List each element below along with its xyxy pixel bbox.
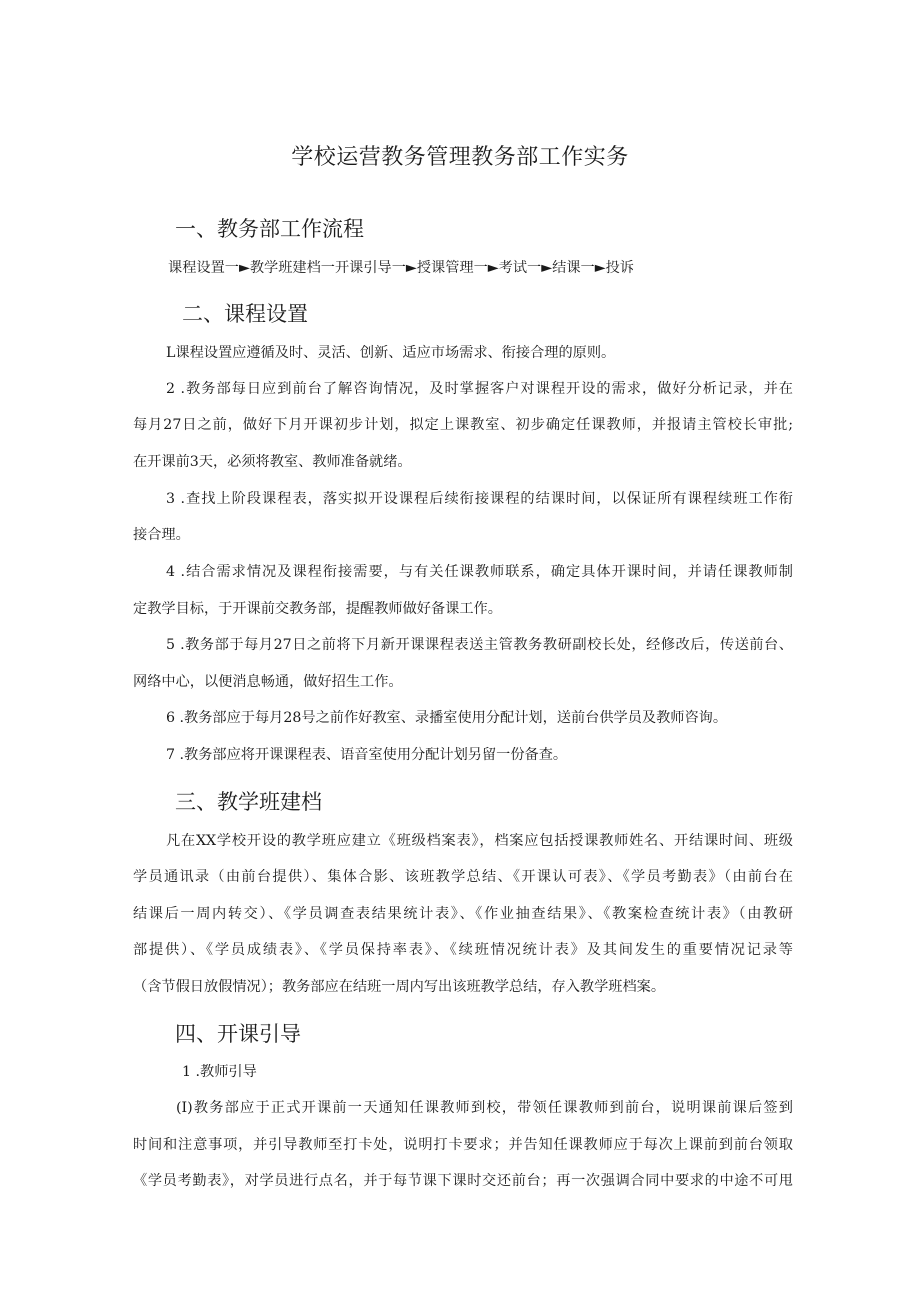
- paragraph-line: 凡在XX学校开设的教学班应建立《班级档案表》，档案应包括授课教师姓名、开结课时间、班级: [166, 833, 793, 849]
- workflow-line: 课程设置一►教学班建档一开课引导一►授课管理一►考试一►结课一►投诉: [168, 260, 634, 276]
- section-heading-class-records: 三、教学班建档: [175, 790, 322, 814]
- paragraph-line: 定教学目标，于开课前交教务部，提醒教师做好备课工作。: [133, 601, 502, 617]
- paragraph-line: 结课后一周内转交）、《学员调查表结果统计表》、《作业抽查结果》、《教案检查统计表》（由教研: [133, 906, 793, 922]
- paragraph-line: 3 .查找上阶段课程表，落实拟开设课程后续衔接课程的结课时间，以保证所有课程续班工作衔: [166, 491, 793, 507]
- section-heading-workflow: 一、教务部工作流程: [175, 217, 364, 241]
- paragraph-line: 2 .教务部每日应到前台了解咨询情况，及时掌握客户对课程开设的需求，做好分析记录，并在: [166, 381, 793, 397]
- subheading-teacher-guidance: 1 .教师引导: [182, 1064, 257, 1080]
- paragraph-line: 接合理。: [133, 527, 190, 543]
- paragraph-line: L课程设置应遵循及时、灵活、创新、适应市场需求、衔接合理的原则。: [166, 345, 616, 361]
- paragraph-line: （含节假日放假情况）；教务部应在结班一周内写出该班教学总结，存入教学班档案。: [133, 979, 666, 995]
- paragraph-line: 7 .教务部应将开课课程表、语音室使用分配计划另留一份备查。: [166, 747, 568, 763]
- paragraph-line: 每月27日之前，做好下月开课初步计划，拟定上课教室、初步确定任课教师，并报请主管校长审批;: [133, 417, 793, 433]
- paragraph-line: (I)教务部应于正式开课前一天通知任课教师到校，带领任课教师到前台，说明课前课后签到: [176, 1100, 793, 1116]
- document-title: 学校运营教务管理教务部工作实务: [291, 145, 629, 170]
- section-heading-course-guidance: 四、开课引导: [175, 1022, 301, 1046]
- paragraph-line: 时间和注意事项，并引导教师至打卡处，说明打卡要求；并告知任课教师应于每次上课前到前台领取: [133, 1137, 793, 1153]
- paragraph-line: 《学员考勤表》，对学员进行点名，并于每节课下课时交还前台；再一次强调合同中要求的中途不可甩: [133, 1173, 793, 1189]
- paragraph-line: 4 .结合需求情况及课程衔接需要，与有关任课教师联系，确定具体开课时间，并请任课教师制: [166, 564, 793, 580]
- paragraph-line: 在开课前3天，必须将教室、教师准备就绪。: [133, 454, 412, 470]
- paragraph-line: 部提供）、《学员成绩表》、《学员保持率表》、《续班情况统计表》及其间发生的重要情况记录等: [133, 942, 793, 958]
- paragraph-line: 网络中心，以便消息畅通，做好招生工作。: [133, 674, 403, 690]
- paragraph-line: 学员通讯录（由前台提供）、集体合影、该班教学总结、《开课认可表》、《学员考勤表》（由前台在: [133, 869, 793, 885]
- paragraph-line: 6 .教务部应于每月28号之前作好教室、录播室使用分配计划，送前台供学员及教师咨询。: [166, 710, 728, 726]
- section-heading-course-setup: 二、课程设置: [182, 302, 308, 326]
- paragraph-line: 5 .教务部于每月27日之前将下月新开课课程表送主管教务教研副校长处，经修改后，传送前台、: [166, 637, 793, 653]
